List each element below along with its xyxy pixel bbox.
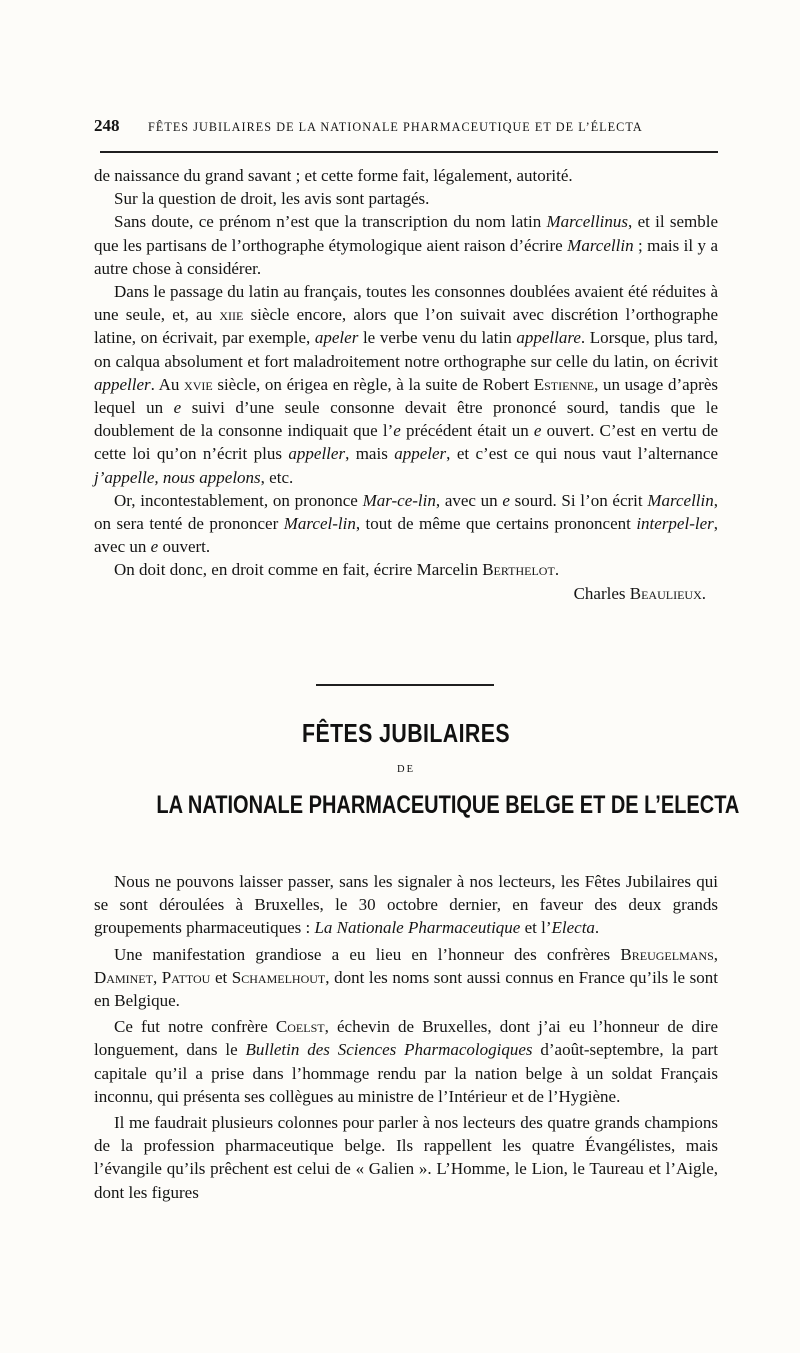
page-number: 248 [94,116,120,135]
text-run: . [701,583,706,603]
text-run: . Au [150,374,185,394]
person-name: Schamelhout [231,967,326,987]
person-name: Coelst [275,1017,325,1037]
text-run: sourd. Si l’on écrit [509,490,648,510]
person-name: Breugelmans [620,944,714,964]
text-run: siècle, on érigea en règle, à la suite de Robert [212,374,534,394]
running-title: FÊTES JUBILAIRES DE LA NATIONALE PHARMACEUTIQUE ET DE L’ÉLECTA [148,120,643,134]
text-run: ; mais il y a autre chose à considérer. [94,235,718,278]
paragraph [94,943,718,1013]
italic-term: Bulletin des Sciences Pharmacologiques [245,1040,533,1060]
paragraph [94,187,718,210]
italic-letter: e [173,398,182,418]
text-run: d’août-septembre, la part capitale qu’il a prise dans l’hommage rendu par la nation belge à un soldat Français inconnu, qui présenta ses collègues au ministre de l’Intérieur et de l’Hygiène. [94,1040,718,1106]
article-title-connector: DE [397,764,415,775]
italic-term: appeller [94,374,151,394]
italic-term: La Nationale Pharmaceutique [314,918,521,938]
person-name: Pattou [161,967,211,987]
text-run: et [210,967,232,987]
text-run: le verbe venu du latin [358,328,517,348]
text-run: , avec un [94,514,718,557]
text-run: . Lorsque, plus tard, on calqua absolument et fort maladroitement notre orthographe sur celle du latin, on écrivit [94,328,718,371]
text-run: , [152,967,162,987]
italic-letter: e [502,490,510,510]
text-run: , un usage d’après lequel un [94,374,718,418]
article-two-body [94,870,718,1204]
text-run: , échevin de Bruxelles, dont j’ai eu l’honneur de dire longuement, dans le [94,1017,718,1060]
paragraph [94,164,718,187]
paragraph-text: de naissance du grand savant ; et cette forme fait, légalement, autorité. [94,166,573,185]
text-run: , [713,944,718,964]
text-run: et l’ [520,918,552,938]
paragraph [94,1111,718,1204]
italic-term: appeler [394,444,447,464]
italic-term: Marcellin [647,490,714,510]
text-run: , et c’est ce qui nous vaut l’alternance [446,444,719,464]
italic-term: interpel-ler [636,514,714,534]
paragraph [94,1015,718,1108]
italic-letter: e [393,421,401,441]
text-run: , etc. [260,467,294,487]
text-run: Il me faudrait plusieurs colonnes pour parler à nos lecteurs des quatre grands champions de la profession pharmaceutique belge. Ils rappellent les quatre Évangélistes, mais l’évangile qu’ils prêchent est celui de « Galien ». L’Homme, le Lion, le Taureau et l’Aigle, dont les figures [94,1113,718,1202]
text-run: Nous ne pouvons laisser passer, sans les signaler à nos lecteurs, les Fêtes Jubilaires qui se sont déroulées à Bruxelles, le 30 octobre dernier, en faveur des deux grands groupements pharmaceutiques : [94,872,718,938]
text-run: , dont les noms sont aussi connus en France qu’ils le sont en Belgique. [94,967,718,1011]
author-signature [94,582,718,605]
text-run: . [554,560,560,580]
article-subtitle: LA NATIONALE PHARMACEUTIQUE BELGE ET DE L’ELECTA [156,791,740,819]
italic-term: appeller [288,444,346,464]
italic-term: Marcel-lin [283,514,356,534]
text-run: , on sera tenté de prononcer [94,490,718,534]
italic-term: Marcellinus [546,212,629,232]
italic-term: j’appelle, nous appelons [94,467,261,487]
text-run: Une manifestation grandiose a eu lieu en l’honneur des confrères [114,944,621,964]
italic-letter: e [533,421,542,441]
article-title: FÊTES JUBILAIRES [302,718,510,748]
paragraph [94,489,718,559]
author-last-name: Beaulieux [629,583,702,603]
section-divider [316,684,494,686]
text-run: ouvert. C’est en vertu de cette loi qu’on n’écrit plus [94,421,718,464]
century-numeral: xvie [184,374,213,394]
text-run: Ce fut notre confrère [114,1017,276,1037]
italic-term: Marcellin [567,235,634,255]
text-run: Dans le passage du latin au français, toutes les consonnes doublées avaient été réduites à une seule, et, au [94,282,718,325]
italic-term: appellare [516,328,581,348]
text-run: , et il semble que les partisans de l’orthographe étymologique aient raison d’écrire [94,212,718,255]
paragraph [94,210,718,280]
author-first-name: Charles [573,583,630,603]
text-run: ouvert. [158,537,211,557]
italic-term: apeler [314,328,359,348]
italic-term: Electa [551,918,595,938]
italic-letter: e [150,537,159,557]
century-numeral: xiie [219,305,244,325]
text-run: Sans doute, ce prénom n’est que la transcription du nom latin [114,212,547,232]
italic-term: Mar-ce-lin [362,490,436,510]
text-run: , tout de même que certains prononcent [355,514,637,534]
paragraph [94,280,718,489]
text-run: , avec un [435,490,503,510]
text-run: , mais [345,444,395,464]
person-name: Berthelot [482,560,555,580]
person-name: Daminet [94,967,153,987]
paragraph [94,558,718,581]
text-run: suivi d’une seule consonne devait être prononcé sourd, tandis que le doublement de la consonne indiquait que l’ [94,398,718,441]
article-one-body [94,164,718,605]
text-run: siècle encore, alors que l’on suivait avec discrétion l’orthographe latine, on écrivait, par exemple, [94,305,718,348]
header-rule [100,151,718,153]
text-run: . [594,918,600,938]
text-run: Or, incontestablement, on prononce [114,490,363,510]
paragraph [94,870,718,940]
running-head [94,116,718,136]
text-run: On doit donc, en droit comme en fait, écrire Marcelin [114,560,483,580]
paragraph-text: Sur la question de droit, les avis sont partagés. [114,189,430,209]
text-run: précédent était un [400,421,534,441]
person-name: Estienne [533,374,595,394]
